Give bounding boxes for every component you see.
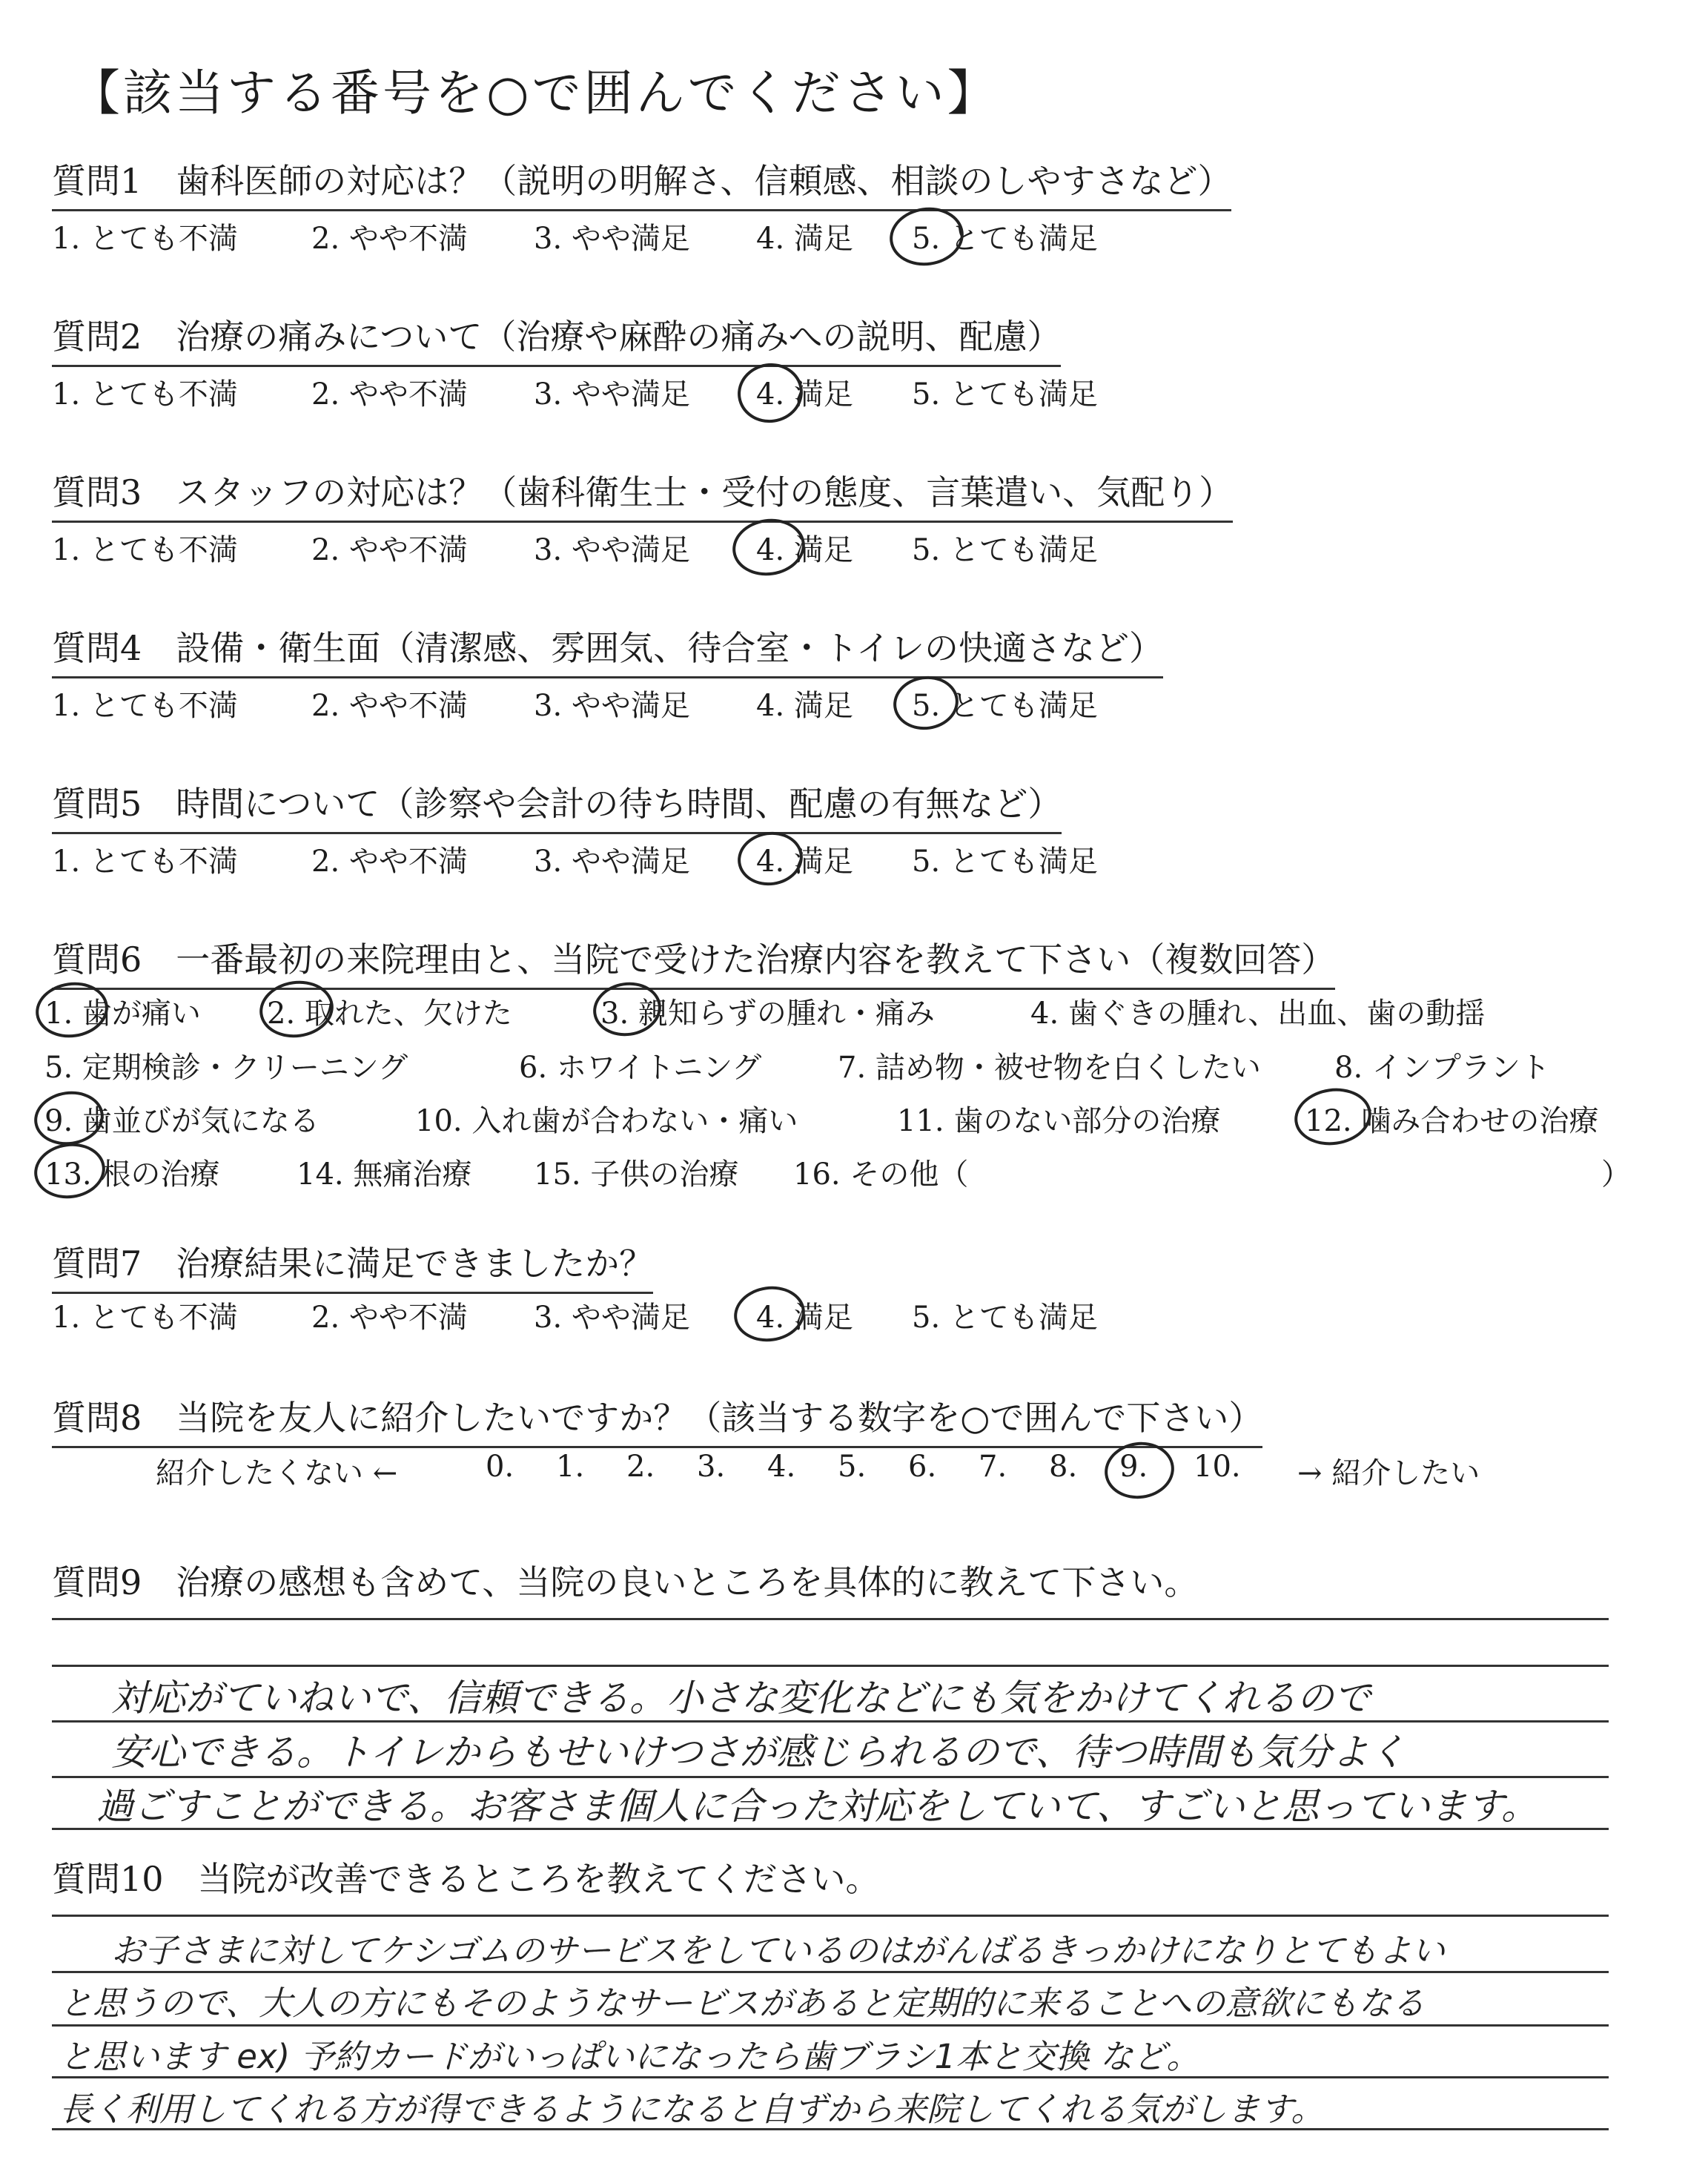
reason-option-13[interactable]: 13. 根の治療 [44,1157,220,1192]
selection-circle [1291,1083,1375,1150]
reason-option-3[interactable]: 3. 親知らずの腫れ・痛み [600,997,935,1031]
question-text: 治療結果に満足できましたか？ [176,1244,654,1284]
question-7-heading [52,1237,653,1294]
selection-circle [734,828,806,890]
reason-option-10[interactable]: 10. 入れ歯が合わない・痛い [415,1104,798,1138]
scale-8[interactable]: 8. [1049,1450,1078,1484]
reason-option-8[interactable]: 8. インプラント [1334,1051,1550,1085]
question-10-heading [52,1852,880,1907]
scale-9[interactable]: 9. [1119,1450,1148,1484]
question-text: 治療の痛みについて（治療や麻酔の痛みへの説明、配慮） [176,317,1062,357]
scale-1[interactable]: 1. [556,1450,585,1484]
option-1[interactable]: 1. とても不満 [52,377,238,412]
question-text: 設備・衛生面（清潔感、雰囲気、待合室・トイレの快適さなど） [176,628,1163,668]
option-4[interactable]: 4. 満足 [756,533,853,567]
reason-option-2[interactable]: 2. 取れた、欠けた [267,997,512,1031]
question-6-heading [52,933,1335,990]
option-2[interactable]: 2. やや不満 [311,689,468,723]
q9-answer-line-2: 安心できる。トイレからもせいけつさが感じられるので、待つ時間も気分よく [111,1731,1406,1774]
question-5-heading [52,777,1062,834]
scale-7[interactable]: 7. [979,1450,1007,1484]
selection-circle [890,672,961,734]
question-number: 質問2 [52,317,142,357]
question-text: 一番最初の来院理由と、当院で受けた治療内容を教えて下さい（複数回答） [176,939,1336,980]
reason-option-14[interactable]: 14. 無痛治療 [297,1157,472,1192]
option-4[interactable]: 4. 満足 [756,845,853,879]
reason-option-1[interactable]: 1. 歯が痛い [44,997,201,1031]
selection-circle [734,359,807,426]
question-4-heading [52,621,1163,678]
question-2-heading [52,310,1061,367]
scale-left-label: 紹介したくない ← [156,1456,398,1490]
reason-option-16[interactable]: 16. その他（ [793,1157,969,1192]
option-3[interactable]: 3. やや満足 [534,533,690,567]
option-2[interactable]: 2. やや不満 [311,1301,468,1335]
scale-0[interactable]: 0. [486,1450,514,1484]
option-3[interactable]: 3. やや満足 [534,377,690,412]
option-4[interactable]: 4. 満足 [756,689,853,723]
option-1[interactable]: 1. とても不満 [52,533,238,567]
reason-option-11[interactable]: 11. 歯のない部分の治療 [897,1104,1221,1138]
scale-right-label: → 紹介したい [1297,1456,1480,1490]
option-1[interactable]: 1. とても不満 [52,689,238,723]
option-2[interactable]: 2. やや不満 [311,845,468,879]
option-2[interactable]: 2. やや不満 [311,377,468,412]
reason-option-4[interactable]: 4. 歯ぐきの腫れ、出血、歯の動揺 [1030,997,1486,1031]
option-3[interactable]: 3. やや満足 [534,845,690,879]
question-number: 質問6 [52,939,142,980]
scale-6[interactable]: 6. [908,1450,937,1484]
selection-circle [730,1282,808,1347]
option-1[interactable]: 1. とても不満 [52,222,238,256]
other-close-paren: ） [1601,1157,1631,1192]
option-1[interactable]: 1. とても不満 [52,845,238,879]
option-5[interactable]: 5. とても満足 [912,222,1098,256]
answer-line [52,1665,1609,1667]
selection-circle [886,202,967,270]
question-text: スタッフの対応は？（歯科衛生士・受付の態度、言葉遣い、気配り） [176,472,1234,512]
question-8-heading [52,1391,1262,1448]
question-number: 質問4 [52,628,142,668]
answer-line [52,2024,1609,2027]
answer-line [52,1915,1609,1917]
reason-option-7[interactable]: 7. 詰め物・被せ物を白くしたい [838,1051,1261,1085]
option-4[interactable]: 4. 満足 [756,222,853,256]
reason-option-5[interactable]: 5. 定期検診・クリーニング [44,1051,408,1085]
q10-answer-line-3: と思います ex) 予約カードがいっぱいになったら歯ブラシ1本と交換 など。 [59,2037,1200,2076]
question-number: 質問7 [52,1244,142,1284]
option-2[interactable]: 2. やや不満 [311,533,468,567]
reason-option-12[interactable]: 12. 噛み合わせの治療 [1305,1104,1599,1138]
option-5[interactable]: 5. とても満足 [912,533,1098,567]
q10-answer-line-2: と思うので、大人の方にもそのようなサービスがあると定期的に来ることへの意欲にもなる [59,1984,1426,2023]
option-5[interactable]: 5. とても満足 [912,689,1098,723]
option-1[interactable]: 1. とても不満 [52,1301,238,1335]
question-text: 治療の感想も含めて、当院の良いところを具体的に教えて下さい。 [176,1562,1199,1602]
q9-answer-line-1: 対応がていねいで、信頼できる。小さな変化などにも気をかけてくれるので [111,1677,1371,1720]
option-3[interactable]: 3. やや満足 [534,1301,690,1335]
scale-5[interactable]: 5. [838,1450,867,1484]
q9-answer-line-3: 過ごすことができる。お客さま個人に合った対応をしていて、すごいと思っています。 [96,1785,1538,1828]
option-3[interactable]: 3. やや満足 [534,222,690,256]
question-3-heading [52,466,1233,523]
question-text: 時間について（診察や会計の待ち時間、配慮の有無など） [176,784,1062,824]
selection-circle [729,515,809,581]
scale-2[interactable]: 2. [626,1450,655,1484]
question-number: 質問8 [52,1398,142,1438]
reason-option-15[interactable]: 15. 子供の治療 [534,1157,739,1192]
selection-circle [30,1087,107,1149]
scale-4[interactable]: 4. [767,1450,796,1484]
reason-option-9[interactable]: 9. 歯並びが気になる [44,1104,320,1138]
scale-3[interactable]: 3. [697,1450,726,1484]
option-2[interactable]: 2. やや不満 [311,222,468,256]
question-number: 質問1 [52,161,142,201]
question-number: 質問5 [52,784,142,824]
selection-circle [30,1139,108,1203]
reason-option-6[interactable]: 6. ホワイトニング [519,1051,762,1085]
option-5[interactable]: 5. とても満足 [912,845,1098,879]
question-text: 歯科医師の対応は？（説明の明解さ、信頼感、相談のしやすさなど） [176,161,1232,201]
answer-line [52,1618,1609,1620]
option-4[interactable]: 4. 満足 [756,377,853,412]
option-5[interactable]: 5. とても満足 [912,1301,1098,1335]
question-text: 当院を友人に紹介したいですか？（該当する数字を○で囲んで下さい） [176,1398,1263,1438]
q10-answer-line-1: お子さまに対してケシゴムのサービスをしているのはがんばるきっかけになりとてもよい [111,1931,1446,1970]
question-number: 質問10 [52,1859,164,1899]
question-number: 質問3 [52,472,142,512]
option-3[interactable]: 3. やや満足 [534,689,690,723]
q10-answer-line-4: 長く利用してくれる方が得できるようになると自ずから来院してくれる気がします。 [59,2090,1325,2129]
question-text: 当院が改善できるところを教えてください。 [197,1859,880,1899]
page-title: 【該当する番号を○で囲んでください】 [71,65,999,122]
option-4[interactable]: 4. 満足 [756,1301,853,1335]
option-5[interactable]: 5. とても満足 [912,377,1098,412]
question-9-heading [52,1556,1198,1611]
question-number: 質問9 [52,1562,142,1602]
scale-10[interactable]: 10. [1194,1450,1241,1484]
question-1-heading [52,154,1231,211]
